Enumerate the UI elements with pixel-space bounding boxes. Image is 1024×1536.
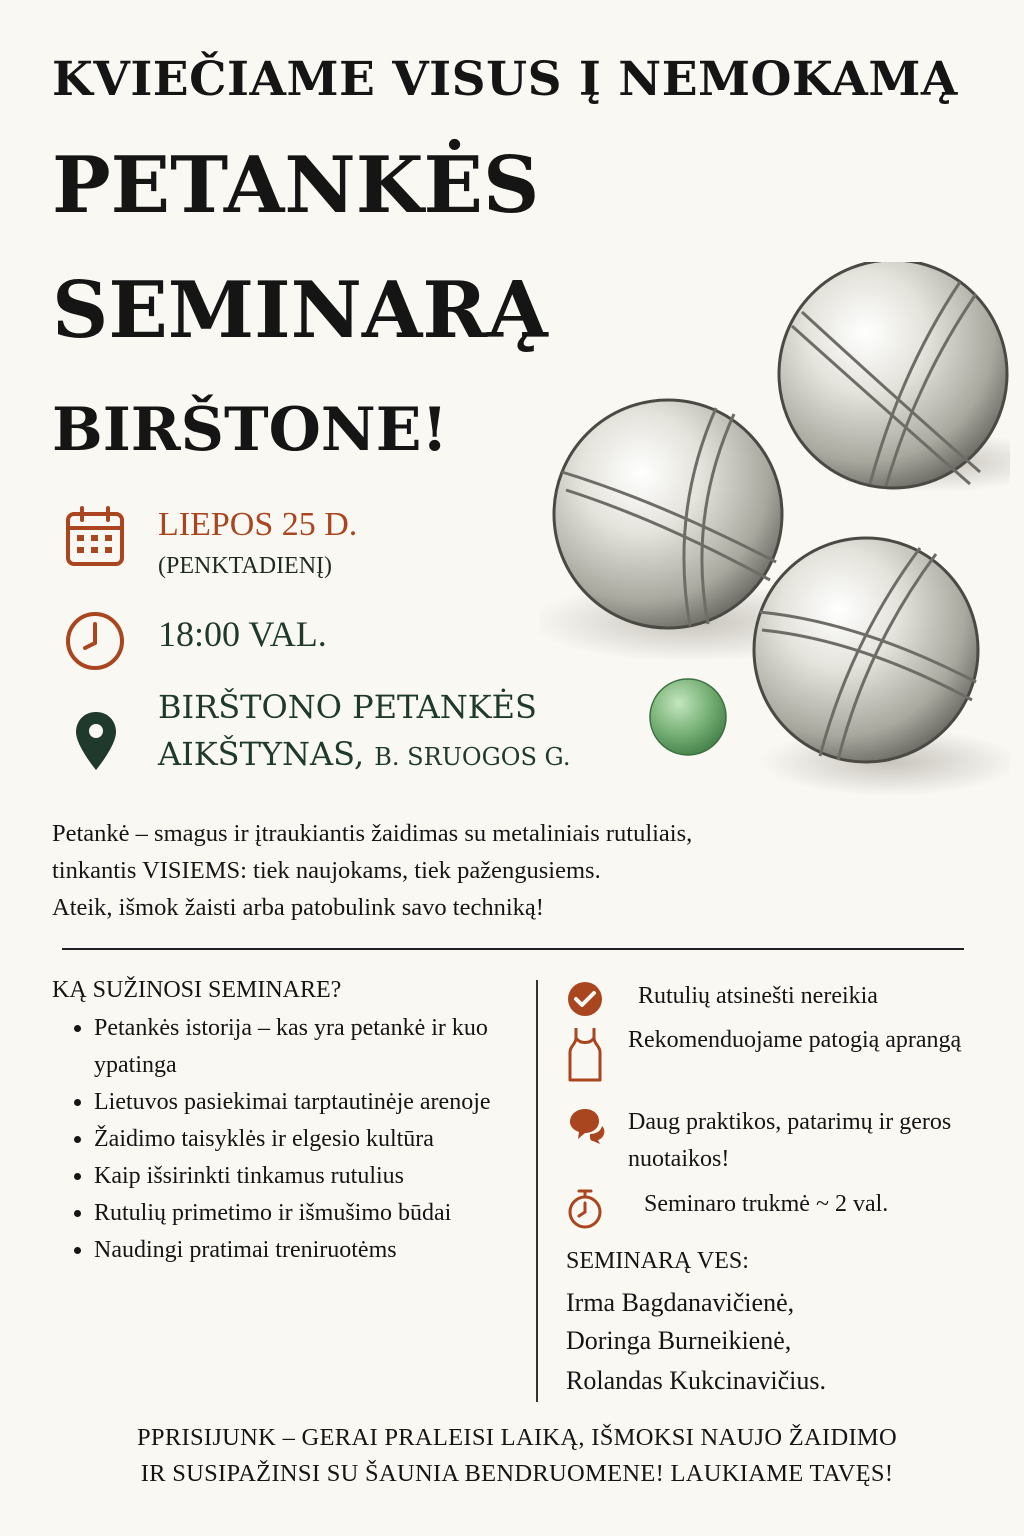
closing-text: [52, 1420, 982, 1492]
note-text: Seminaro trukmė ~ 2 val.: [644, 1191, 889, 1217]
closing-line: PPRISIJUNK – GERAI PRALEISI LAIKĄ, IŠMOKSI NAUJO ŽAIDIMO: [137, 1424, 897, 1451]
learn-list: [52, 1010, 564, 1269]
list-item: • Rutulių primetimo ir išmušimo būdai: [94, 1195, 564, 1232]
event-place-line1: BIRŠTONO PETANKĖS: [158, 688, 537, 726]
event-place-name: AIKŠTYNAS,: [158, 735, 365, 773]
event-street: B. SRUOGOS G.: [374, 743, 571, 771]
event-weekday: (PENKTADIENĮ): [158, 553, 333, 579]
learn-title: KĄ SUŽINOSI SEMINARE?: [52, 977, 342, 1003]
list-item: • Žaidimo taisyklės ir elgesio kultūra: [94, 1121, 564, 1158]
tank-top-icon: [566, 1026, 604, 1082]
note-text: Rekomenduojame patogią aprangą: [628, 1027, 962, 1053]
chat-bubbles-icon: [566, 1106, 606, 1146]
event-time: 18:00 VAL.: [158, 614, 327, 654]
headline-petankes: PETANKĖS: [52, 140, 540, 231]
clock-icon: [64, 610, 126, 672]
location-pin-icon: [74, 710, 118, 772]
check-circle-icon: [566, 980, 604, 1018]
list-item: • Petankės istorija – kas yra petankė ir kuo ypatinga: [94, 1010, 564, 1084]
leader-name: Irma Bagdanavičienė,: [566, 1288, 795, 1317]
list-item: • Kaip išsirinkti tinkamus rutulius: [94, 1158, 564, 1195]
intro-line: Petankė – smagus ir įtraukiantis žaidimas su metaliniais rutuliais,: [52, 820, 693, 847]
intro-paragraph: [52, 815, 692, 926]
petanque-ball: [754, 538, 978, 762]
note-text: Daug praktikos, patarimų ir geros nuotaikos!: [628, 1109, 952, 1172]
event-date: LIEPOS 25 D.: [158, 506, 358, 543]
petanque-ball: [554, 400, 782, 628]
list-item: • Naudingi pratimai treniruotėms: [94, 1232, 564, 1269]
stopwatch-icon: [566, 1188, 604, 1230]
closing-line: IR SUSIPAŽINSI SU ŠAUNIA BENDRUOMENE! LAUKIAME TAVĘS!: [140, 1460, 894, 1487]
leader-name: Rolandas Kukcinavičius.: [566, 1366, 826, 1395]
note-text: Rutulių atsinešti nereikia: [638, 983, 878, 1009]
leader-name: Doringa Burneikienė,: [566, 1326, 792, 1355]
leaders-title: SEMINARĄ VES:: [566, 1248, 749, 1274]
petanque-ball: [779, 262, 1007, 488]
intro-line: tinkantis VISIEMS: tiek naujokams, tiek pažengusiems.: [52, 857, 601, 884]
petanque-balls-illustration: [540, 262, 1010, 802]
headline-invite: KVIEČIAME VISUS Į NEMOKAMĄ: [52, 52, 958, 107]
divider: [62, 948, 964, 950]
list-item: • Lietuvos pasiekimai tarptautinėje arenoje: [94, 1084, 564, 1121]
jack-ball: [650, 679, 726, 755]
calendar-icon: [64, 506, 126, 568]
headline-birstone: BIRŠTONE!: [52, 395, 448, 465]
headline-seminara: SEMINARĄ: [52, 265, 548, 356]
intro-line: Ateik, išmok žaisti arba patobulink savo techniką!: [52, 894, 544, 921]
event-place-line2: [158, 735, 570, 773]
